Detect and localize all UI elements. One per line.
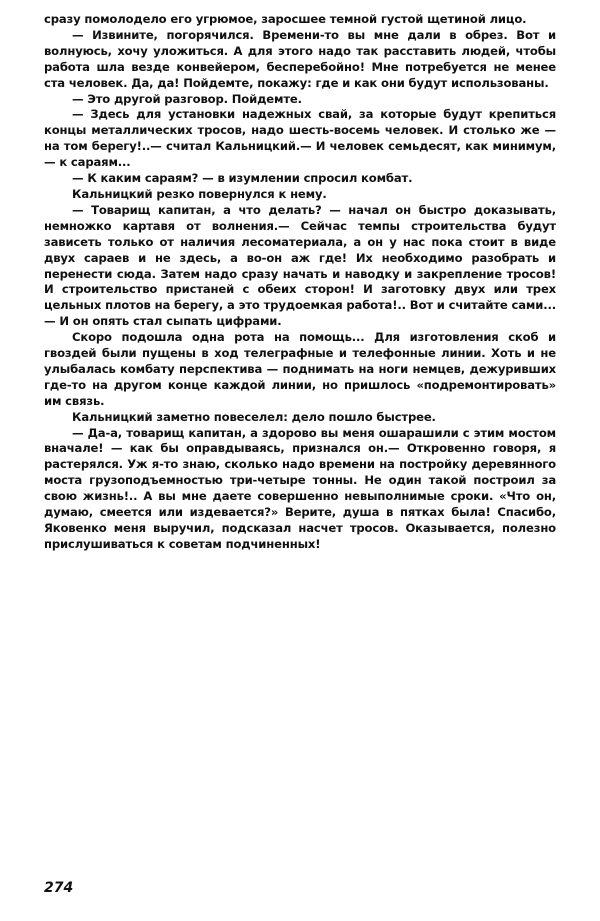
- paragraph-6: Кальницкий резко повернулся к нему.: [72, 186, 327, 201]
- paragraph-4: — Здесь для установки надежных свай, за которые будут крепиться концы металлических тросов, надо шесть-восемь человек. И столько же — на том берегу!..— считал Кальницкий.— И человек семьдесят, как минимум,— к сараям...: [44, 107, 556, 170]
- book-page: [44, 12, 556, 902]
- paragraph-5: — К каким сараям? — в изумлении спросил комбат.: [72, 171, 413, 186]
- paragraph-1: сразу помолодело его угрюмое, заросшее темной густой щетиной лицо.: [44, 12, 527, 26]
- page-number: 274: [44, 880, 74, 896]
- paragraph-8: Скоро подошла одна рота на помощь... Для изготовления скоб и гвоздей были пущены в ход телеграфные и телефонные линии. Хоть и не улыбалась комбату перспектива — поднимать на ноги немцев, дежуривших где-то на другом конце каждой линии, но пришлось «подремонтировать» им связь.: [44, 330, 556, 408]
- paragraph-7: — Товарищ капитан, а что делать? — начал он быстро доказывать, немножко картавя от волнения.— Сейчас темпы строительства будут зависеть только от наличия лесоматериала, а он у нас пока стоит в виде двух сараев и не здесь, а во-он аж где! Их необходимо разобрать и перенести сюда. Затем надо сразу начать и наводку и закрепление тросов! И строительство пристаней с обеих сторон! И заготовку двух или трех цельных плотов на берегу, а это трудоемкая работа!.. Вот и считайте сами...— И он опять стал сыпать цифрами.: [44, 202, 556, 329]
- paragraph-2: — Извините, погорячился. Времени-то вы мне дали в обрез. Вот и волнуюсь, хочу уложиться. А для этого надо так расставить людей, чтобы работа шла везде конвейером, бесперебойно! Мне потребуется не менее ста человек. Да, да! Пойдемте, покажу: где и как они будут использованы.: [44, 27, 556, 90]
- paragraph-3: — Это другой разговор. Пойдемте.: [72, 91, 302, 106]
- paragraph-9: Кальницкий заметно повеселел: дело пошло быстрее.: [72, 409, 436, 424]
- paragraph-10: — Да-а, товарищ капитан, а здорово вы меня ошарашили с этим мостом вначале! — как бы оправдываясь, признался он.— Откровенно говоря, я растерялся. Уж я-то знаю, сколько надо времени на постройку деревянного моста грузоподъемностью три-четыре тонны. Не один такой построил за свою жизнь!.. А вы мне даете совершенно невыполнимые сроки. «Что он, думаю, смеется или издевается?» Верите, душа в пятках была! Спасибо, Яковенко меня выручил, подсказал насчет тросов. Оказывается, полезно прислушиваться к советам подчиненных!: [44, 425, 556, 551]
